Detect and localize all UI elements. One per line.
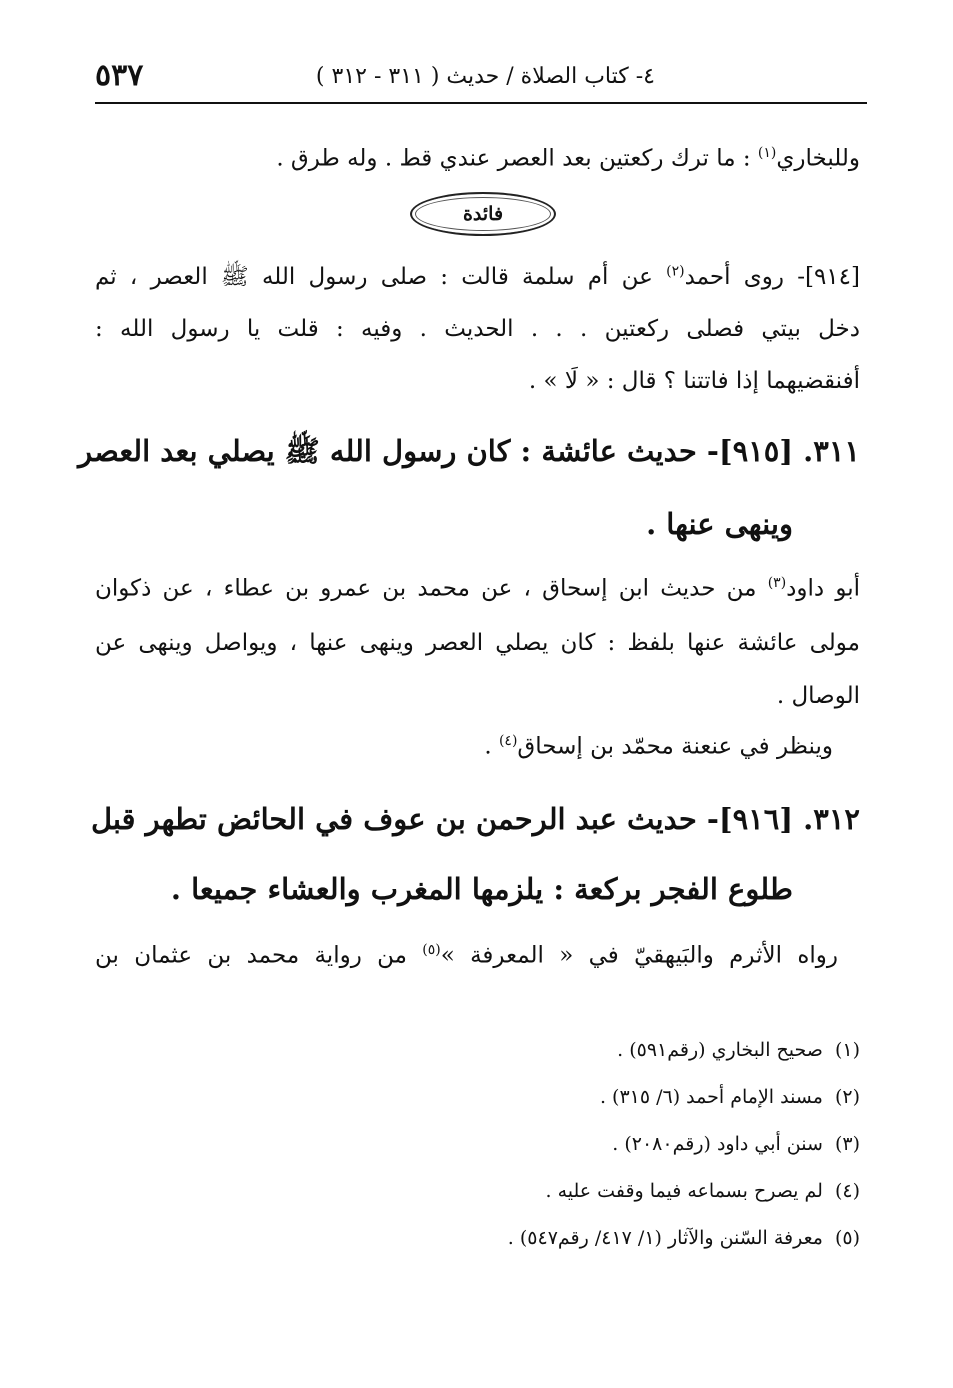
hadith-312-heading-line-2: طلوع الفجر بركعة : يلزمها المغرب والعشاء جميعا . bbox=[170, 872, 793, 906]
footnote-text: صحيح البخاري (رقم٥٩١) . bbox=[617, 1039, 823, 1061]
hadith-311-heading-line-2: وينهى عنها . bbox=[646, 507, 793, 541]
text-segment: : ما ترك ركعتين بعد العصر عندي قط . وله طرق . bbox=[276, 145, 758, 172]
bukhari-line bbox=[200, 145, 860, 172]
footnote bbox=[160, 1030, 860, 1077]
hadith-311-line-2: مولى عائشة عنها بلفظ : كان يصلي العصر وينهى عنها ، ويواصل وينهى عن bbox=[95, 630, 860, 656]
hadith-312-line-1 bbox=[95, 942, 838, 969]
footnote-ref: (١) bbox=[757, 145, 777, 161]
text-segment: وللبخاري bbox=[776, 145, 860, 172]
footnote-text: معرفة السّنن والآثار (١/ ٤١٧/ رقم٥٤٧) . bbox=[507, 1227, 823, 1249]
fawaid-badge: فائدة bbox=[410, 192, 556, 236]
footnote-ref: (٢) bbox=[666, 263, 685, 280]
footnote bbox=[160, 1124, 860, 1171]
text-segment: من رواية محمد بن عثمان بن bbox=[95, 942, 423, 969]
hadith-914-line-1 bbox=[95, 262, 860, 296]
hadith-311-line-4 bbox=[95, 733, 833, 760]
hadith-312-heading-line-1: ٣١٢. [٩١٦]- حديث عبد الرحمن بن عوف في الحائض تطهر قبل bbox=[90, 802, 860, 836]
footnote-text: لم يصرح بسماعه فيما وقفت عليه . bbox=[545, 1180, 823, 1202]
footnote-number: (٤) bbox=[834, 1180, 860, 1202]
hadith-311-line-1 bbox=[95, 575, 860, 602]
footnote-number: (٢) bbox=[834, 1086, 860, 1108]
footnote bbox=[160, 1171, 860, 1218]
hadith-311-heading-line-1: ٣١١. [٩١٥]- حديث عائشة : كان رسول الله ﷺ يصلي بعد العصر bbox=[78, 434, 860, 468]
footnote bbox=[160, 1218, 860, 1265]
footnote-text: سنن أبي داود (رقم٢٠٨٠) . bbox=[612, 1133, 823, 1155]
footnote-number: (٣) bbox=[834, 1133, 860, 1155]
footnote bbox=[160, 1077, 860, 1124]
footnote-number: (٥) bbox=[834, 1227, 860, 1249]
footnote-ref: (٣) bbox=[767, 575, 787, 591]
text-segment: عن أم سلمة قالت : صلى رسول الله ﷺ العصر ، ثم bbox=[95, 264, 667, 290]
footnotes bbox=[160, 1030, 860, 1265]
text-segment: . bbox=[484, 733, 499, 760]
footnote-ref: (٤) bbox=[498, 733, 518, 749]
page-number: ٥٣٧ bbox=[95, 58, 144, 93]
text-segment: رواه الأثرم والبَيهقيّ في « المعرفة » bbox=[440, 942, 838, 969]
hadith-914-line-3: أفنقضيهما إذا فاتتنا ؟ قال : « لَا » . bbox=[528, 368, 860, 394]
text-segment: وينظر في عنعنة محمّد بن إسحاق bbox=[517, 733, 833, 760]
footnote-ref: (٥) bbox=[422, 942, 441, 958]
text-segment: من حديث ابن إسحاق ، عن محمد بن عمرو بن عطاء ، عن ذكوان bbox=[95, 575, 768, 602]
running-title: ٤- كتاب الصلاة / حديث ( ٣١١ - ٣١٢ ) bbox=[315, 64, 655, 89]
hadith-311-line-3: الوصال . bbox=[776, 683, 860, 709]
text-segment: [٩١٤]- روى أحمد bbox=[684, 264, 860, 290]
footnote-number: (١) bbox=[834, 1039, 860, 1061]
running-header bbox=[95, 58, 865, 100]
header-rule bbox=[95, 102, 867, 104]
footnote-text: مسند الإمام أحمد (٦/ ٣١٥) . bbox=[599, 1086, 823, 1108]
text-segment: أبو داود bbox=[786, 575, 861, 602]
hadith-914-line-2: دخل بيتي فصلى ركعتين . . . الحديث . وفيه : قلت يا رسول الله : bbox=[95, 316, 860, 342]
